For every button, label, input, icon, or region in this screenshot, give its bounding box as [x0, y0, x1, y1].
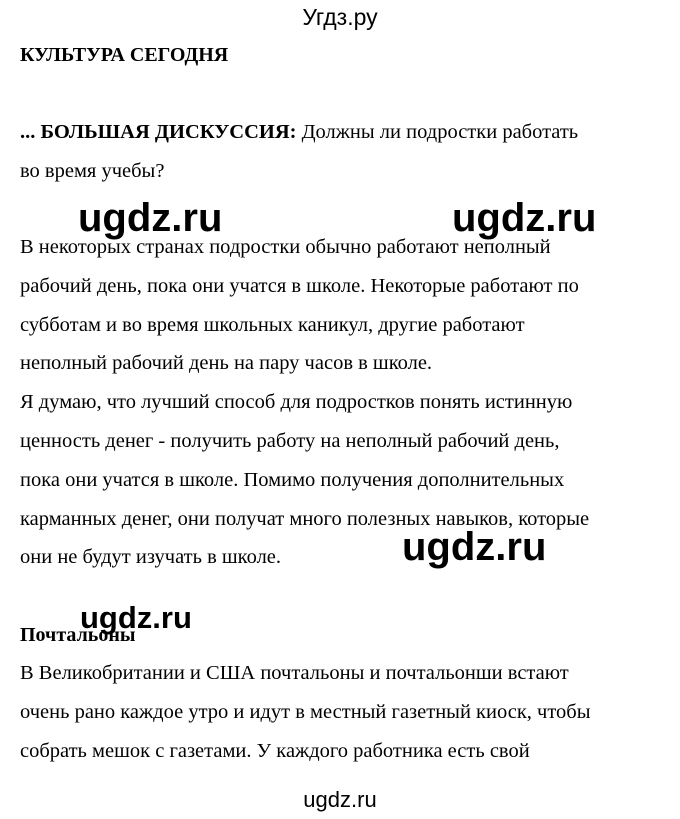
postmen-line: В Великобритании и США почтальоны и почтальонши встают: [20, 662, 569, 684]
section-title: КУЛЬТУРА СЕГОДНЯ: [20, 44, 229, 66]
watermark: ugdz.ru: [78, 196, 223, 240]
discussion-lead-bold: ... БОЛЬШАЯ ДИСКУССИЯ:: [20, 121, 297, 143]
watermark: ugdz.ru: [80, 600, 192, 635]
postmen-line: очень рано каждое утро и идут в местный газетный киоск, чтобы: [20, 701, 591, 723]
discussion-line: пока они учатся в школе. Помимо получения дополнительных: [20, 469, 565, 491]
site-header-title: Угдз.ру: [302, 4, 378, 30]
postmen-title: Почтальоны: [20, 624, 136, 646]
discussion-line: они не будут изучать в школе.: [20, 546, 282, 568]
discussion-lead-line: [20, 119, 578, 145]
discussion-line: ценность денег - получить работу на неполный рабочий день,: [20, 430, 560, 452]
watermark: ugdz.ru: [452, 196, 597, 240]
postmen-line: собрать мешок с газетами. У каждого работника есть свой: [20, 740, 530, 762]
discussion-line: рабочий день, пока они учатся в школе. Некоторые работают по: [20, 275, 579, 297]
discussion-line: субботам и во время школьных каникул, другие работают: [20, 314, 525, 336]
discussion-line: карманных денег, они получат много полезных навыков, которые: [20, 508, 590, 530]
watermark: ugdz.ru: [402, 525, 547, 569]
discussion-lead-question: Должны ли подростки работать: [296, 121, 579, 143]
discussion-line: Я думаю, что лучший способ для подростков понять истинную: [20, 391, 573, 413]
site-footer-title: ugdz.ru: [303, 787, 377, 812]
discussion-line: во время учебы?: [20, 160, 165, 182]
discussion-line: В некоторых странах подростки обычно работают неполный: [20, 236, 551, 258]
discussion-line: неполный рабочий день на пару часов в школе.: [20, 352, 433, 374]
